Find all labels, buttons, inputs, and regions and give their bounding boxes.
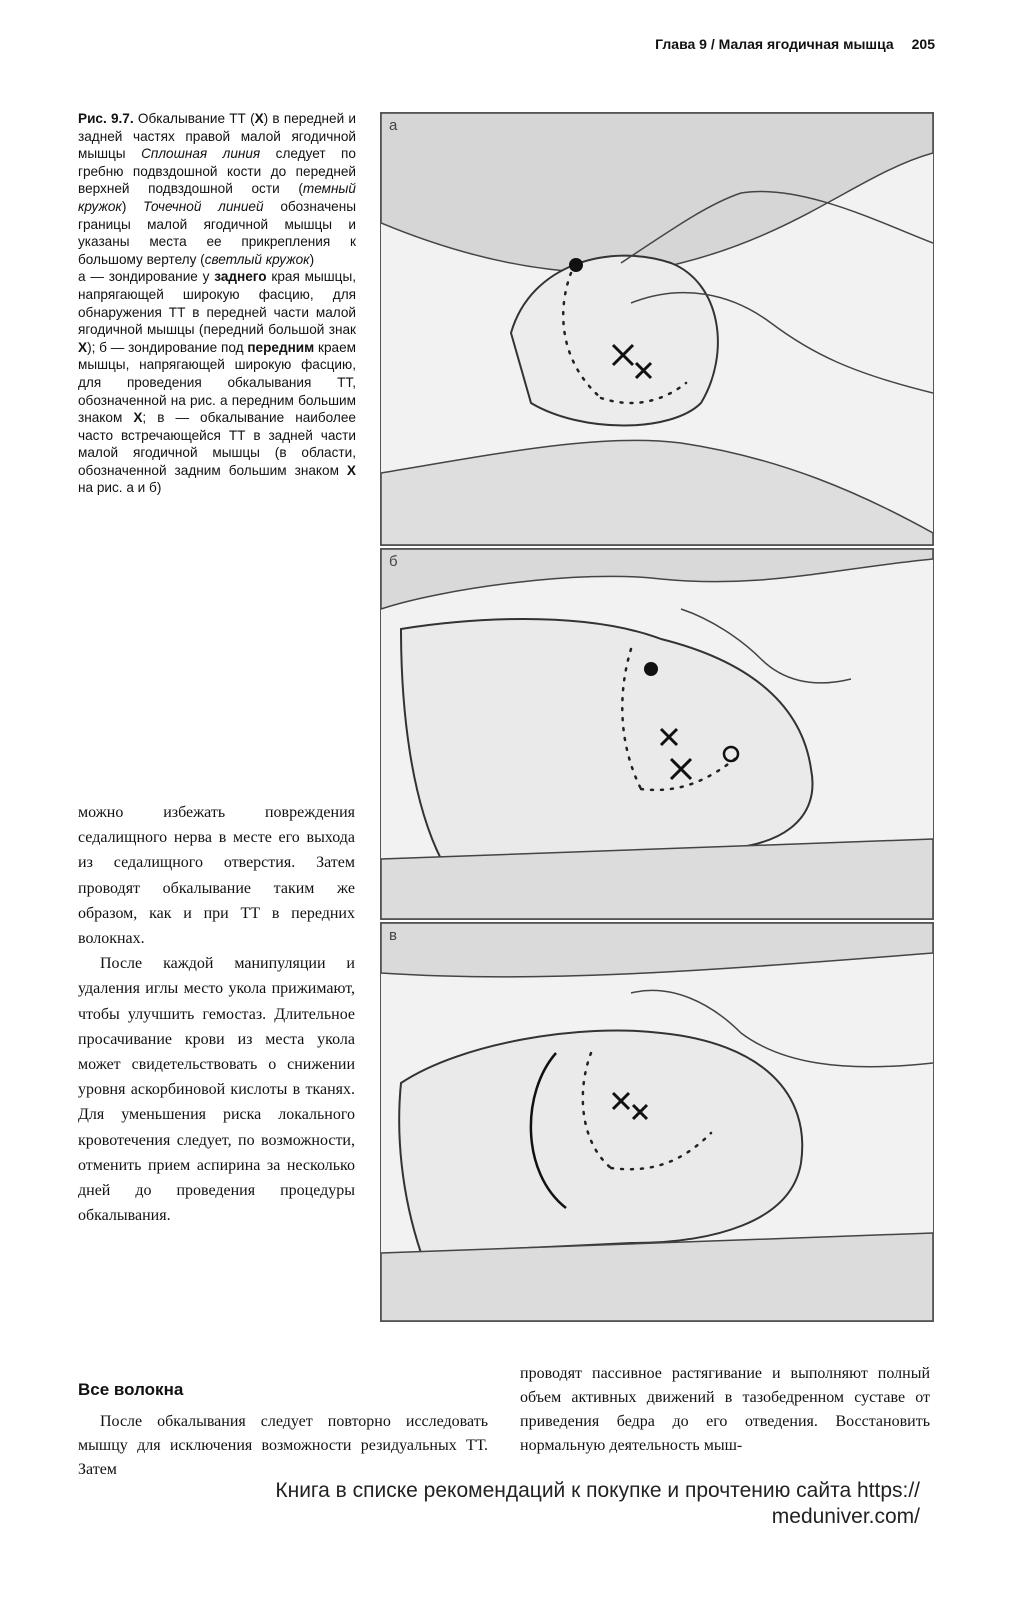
caption-paragraph-1 xyxy=(78,110,356,268)
caption-text: обозначены границы малой ягодичной мышцы и указаны места ее прикрепления к большому вертелу ( xyxy=(78,198,357,267)
panel-label: а xyxy=(389,117,398,134)
caption-text: на рис. а и б) xyxy=(78,480,162,496)
chapter-title: Глава 9 / Малая ягодичная мышца xyxy=(655,36,894,52)
x-mark-text: X xyxy=(346,462,356,478)
caption-paragraph-2 xyxy=(78,268,356,497)
caption-text: ) xyxy=(121,198,144,214)
caption-bold: передним xyxy=(247,339,315,355)
caption-text: ); б — зондирование под xyxy=(87,339,248,355)
figure-panel-b xyxy=(380,548,934,920)
body-paragraph-1: можно избежать повреждения седалищного нерва в месте его выхода из седалищного отверстия. Затем проводят обкалывание таким же образом, как и при ТТ в передних волокнах. xyxy=(78,804,355,948)
figure-panel-a xyxy=(380,112,934,546)
panel-label: в xyxy=(389,927,397,944)
caption-italic: темный кружок xyxy=(78,181,356,214)
running-head xyxy=(655,36,935,52)
page-number: 205 xyxy=(911,36,935,52)
body-column xyxy=(78,800,355,1228)
caption-text: а — зондирование у xyxy=(78,269,215,285)
illustration-probing-anterior-edge xyxy=(381,549,933,919)
section-heading: Все волокна xyxy=(78,1380,184,1399)
x-mark-text: X xyxy=(133,410,143,426)
caption-text: Обкалывание ТТ ( xyxy=(133,111,255,126)
illustration-injection-posterior xyxy=(381,923,933,1321)
caption-bold: заднего xyxy=(214,269,267,285)
section-text-left: После обкалывания следует повторно исследовать мышцу для исключения возможности резидуальных ТТ. Затем xyxy=(78,1413,488,1478)
caption-italic: Сплошная линия xyxy=(141,146,261,162)
site-watermark: Книга в списке рекомендаций к покупке и прочтению сайта https:// meduniver.com/ xyxy=(275,1479,920,1528)
x-mark-text: X xyxy=(78,339,88,355)
caption-text: края мышцы, напрягающей широкую фасцию, для обнаружения ТТ в передней части малой ягодичной мышцы (передний большой знак xyxy=(78,269,356,338)
caption-text: ) в передней и задней частях правой малой ягодичной мышцы xyxy=(78,111,356,162)
caption-text: ) xyxy=(309,251,315,267)
section-text-right: проводят пассивное растягивание и выполняют полный объем активных движений в тазобедренном суставе от приведения бедра до его отведения. Восстановить нормальную деятельность мыш- xyxy=(520,1365,930,1454)
caption-text: ; в — обкалывание наиболее часто встречающейся ТТ в задней части малой ягодичной мышцы (в области, обозначенной задним большим знаком xyxy=(78,410,356,478)
body-paragraph-2: После каждой манипуляции и удаления иглы место укола прижимают, чтобы улучшить гемостаз. Длительное просачивание крови из места укола может свидетельствовать о снижении уровня аскорбиновой кислоты в тканях. Для уменьшения риска локального кровотечения следует, по возможности, отменить прием аспирина за несколько дней до проведения процедуры обкалывания. xyxy=(78,955,355,1225)
figure-caption xyxy=(78,110,356,497)
illustration-probing-posterior-edge xyxy=(381,113,933,545)
caption-italic: Точечной линией xyxy=(143,198,264,214)
x-mark-text: X xyxy=(254,111,264,126)
figure-label: Рис. 9.7. xyxy=(78,111,134,126)
caption-text: краем мышцы, напрягающей широкую фасцию, для проведения обкалывания ТТ, обозначенной на рис. а передним большим знаком xyxy=(78,339,356,426)
panel-label: б xyxy=(389,553,398,570)
caption-italic: светлый кружок xyxy=(204,251,310,267)
caption-text: следует по гребню подвздошной кости до передней верхней подвздошной ости ( xyxy=(78,146,356,197)
figure-panel-c xyxy=(380,922,934,1322)
